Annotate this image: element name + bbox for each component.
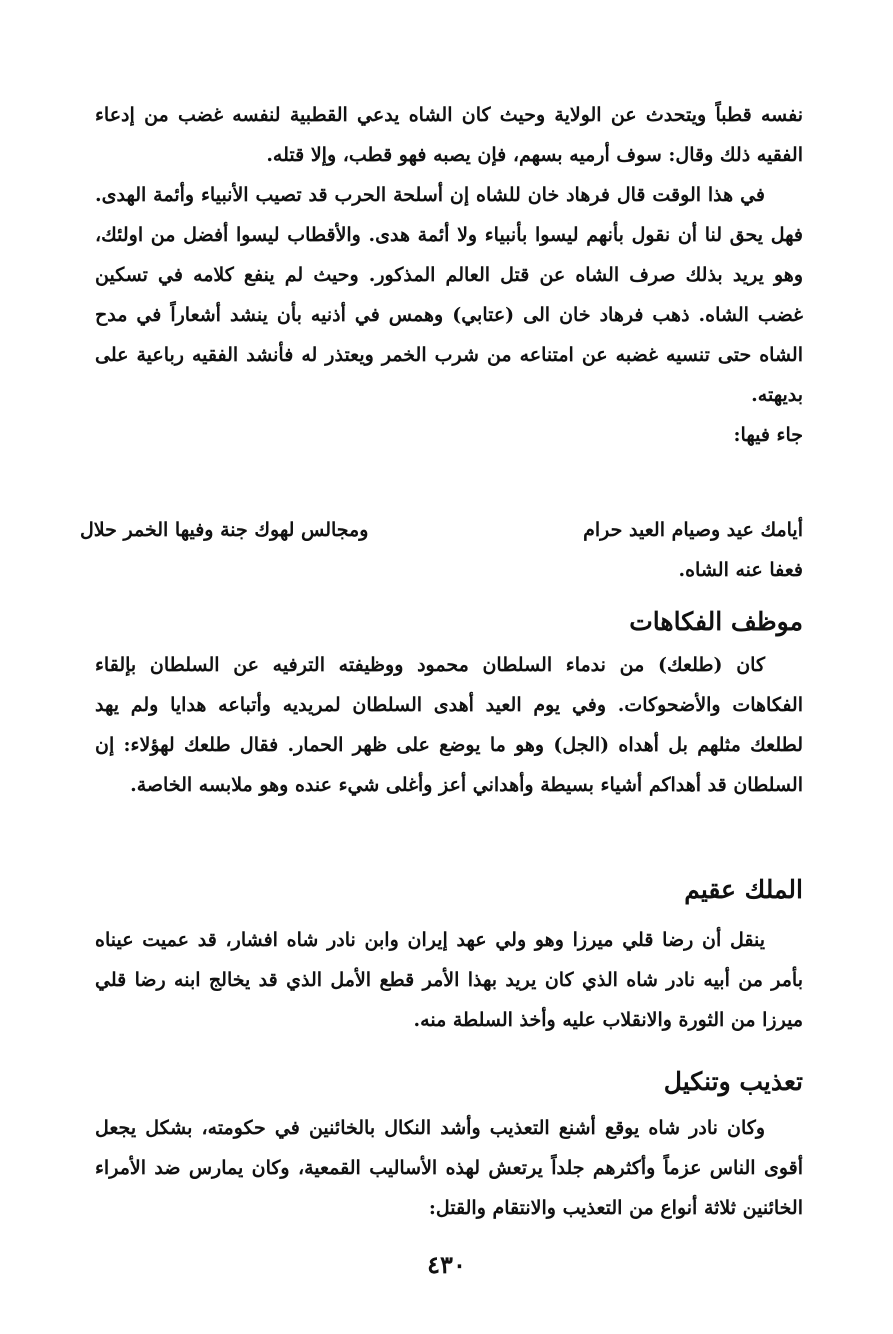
verse-outro-text [95, 550, 803, 590]
section-heading-barren-king: الملك عقيم [684, 875, 803, 904]
section-heading-jokes-officer: موظف الفكاهات [629, 607, 803, 636]
paragraph-farhad-khan: في هذا الوقت قال فرهاد خان للشاه إن أسلحة الحرب قد تصيب الأنبياء وأئمة الهدى. فهل يحق لنا أن نقول بأنهم ليسوا بأنبياء ولا أئمة هدى. والأقطاب ليسوا أفضل من اولئك، وهو يريد بذلك صرف الشاه عن قتل العالم المذكور. وحيث لم ينفع كلامه في تسكين غضب الشاه. ذهب فرهاد خان الى (عتابي) وهمس في أذنيه بأن ينشد أشعاراً في مدح الشاه حتى تنسيه غضبه عن امتناعه من شرب الخمر ويعتذر له فأنشد الفقيه رباعية على بديهته. [95, 184, 803, 406]
paragraph-reza-qoli: ينقل أن رضا قلي ميرزا وهو ولي عهد إيران وابن نادر شاه افشار، قد عميت عيناه بأمر من أبيه نادر شاه الذي كان يريد بهذا الأمر قطع الأمل الذي قد يخالج ابنه رضا قلي ميرزا من الثورة والانقلاب عليه وأخذ السلطة منه. [95, 929, 803, 1031]
paragraph-shah-forgave: فعفا عنه الشاه. [678, 559, 803, 581]
poem-verse [80, 510, 803, 550]
opening-text [95, 95, 803, 455]
paragraph-verse-intro: جاء فيها: [733, 424, 803, 446]
paragraph-talak: كان (طلعك) من ندماء السلطان محمود ووظيفته الترفيه عن السلطان بإلقاء الفكاهات والأضحوكات. وفي يوم العيد أهدى السلطان لمريديه وأتباعه هدايا ولم يهد لطلعك مثلهم بل أهداه (الجل) وهو ما يوضع على ظهر الحمار. فقال طلعك لهؤلاء: إن السلطان قد أهداكم أشياء بسيطة وأهداني أعز وأغلى شيء عنده وهو ملابسه الخاصة. [95, 654, 803, 796]
section-heading-torture: تعذيب وتنكيل [663, 1067, 803, 1096]
section-barren-king-text [95, 920, 803, 1040]
page-number: ٤٣٠ [427, 1250, 466, 1279]
verse-second-hemistich: ومجالس لهوك جنة وفيها الخمر حلال [80, 519, 369, 541]
paragraph-continued: نفسه قطباً ويتحدث عن الولاية وحيث كان الشاه يدعي القطبية لنفسه غضب من إدعاء الفقيه ذلك وقال: سوف أرميه بسهم، فإن يصبه فهو قطب، وإلا قتله. [95, 104, 803, 166]
section-jokes-officer-text [95, 645, 803, 805]
verse-first-hemistich: أيامك عيد وصيام العيد حرام [583, 519, 803, 541]
section-torture-text [95, 1108, 803, 1228]
paragraph-nader-shah: وكان نادر شاه يوقع أشنع التعذيب وأشد النكال بالخائنين في حكومته، بشكل يجعل أقوى الناس عزماً وأكثرهم جلداً يرتعش لهذه الأساليب القمعية، وكان يمارس ضد الأمراء الخائنين ثلاثة أنواع من التعذيب والانتقام والقتل: [95, 1117, 803, 1219]
